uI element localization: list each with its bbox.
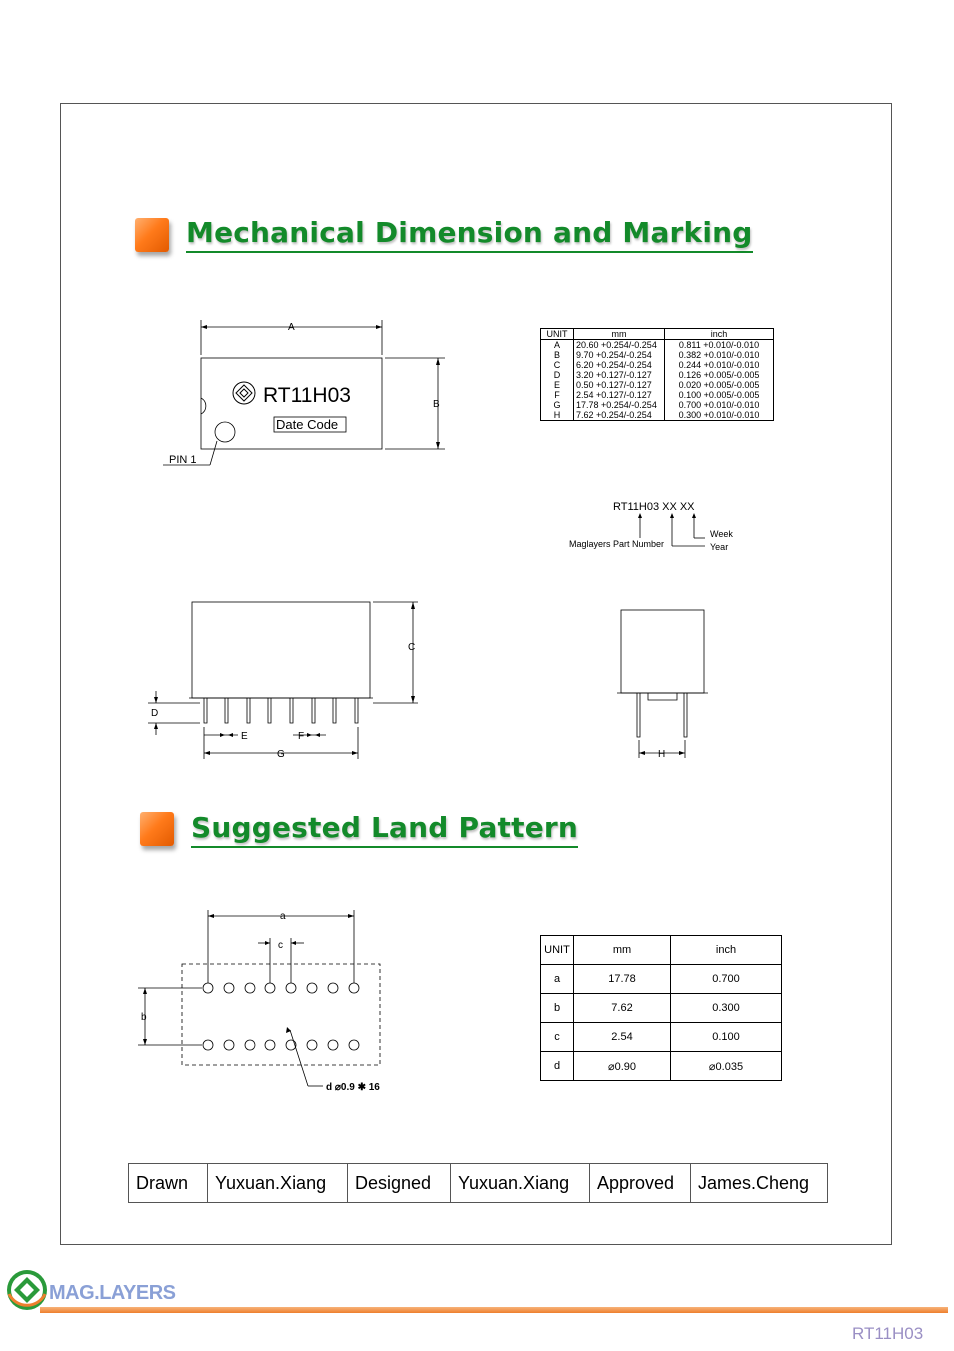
land-label-c: c (278, 940, 283, 951)
dim-label-c: C (408, 642, 416, 653)
designed-by: Yuxuan.Xiang (451, 1164, 590, 1203)
table-row: D 3.20 +0.127/-0.127 0.126 +0.005/-0.005 (541, 370, 774, 380)
land-pattern-section-title: Suggested Land Pattern (191, 811, 578, 848)
model-marking: RT11H03 (263, 384, 351, 407)
dim-label-e: E (241, 731, 248, 742)
table-row: a 17.78 0.700 (541, 965, 782, 994)
table-row: G 17.78 +0.254/-0.254 0.700 +0.010/-0.010 (541, 400, 774, 410)
mechanical-section-title: Mechanical Dimension and Marking (186, 216, 753, 253)
footer-model: RT11H03 (852, 1324, 924, 1343)
signoff-row (129, 1164, 828, 1203)
land-label-b: b (141, 1012, 147, 1023)
table-row: d ⌀0.90 ⌀0.035 (541, 1052, 782, 1081)
table-row: b 7.62 0.300 (541, 994, 782, 1023)
pin1-label: PIN 1 (169, 454, 197, 466)
table-row: C 6.20 +0.254/-0.254 0.244 +0.010/-0.010 (541, 360, 774, 370)
top-view-drawing (155, 315, 455, 475)
date-code-label: Date Code (276, 417, 339, 432)
table-row: c 2.54 0.100 (541, 1023, 782, 1052)
marking-week-label: Week (710, 529, 733, 539)
dim-label-b: B (433, 399, 440, 410)
section-marker-icon (140, 812, 174, 846)
approved-label: Approved (590, 1164, 691, 1203)
section-marker-icon (135, 218, 169, 252)
table-row: B 9.70 +0.254/-0.254 0.382 +0.010/-0.010 (541, 350, 774, 360)
logo-diamond-icon (233, 382, 255, 404)
table-row: E 0.50 +0.127/-0.127 0.020 +0.005/-0.005 (541, 380, 774, 390)
land-label-a: a (280, 911, 286, 922)
table-header-row: UNIT mm inch (541, 936, 782, 965)
dim-label-d: D (151, 708, 159, 719)
approved-by: James.Cheng (691, 1164, 828, 1203)
designed-label: Designed (348, 1164, 451, 1203)
brand-name: MAG.LAYERS (49, 1282, 176, 1304)
footer-divider (40, 1307, 948, 1313)
pad-diameter-note: d ⌀0.9 ✱ 16 (326, 1082, 380, 1093)
dim-label-h: H (658, 749, 666, 760)
marking-code-text: RT11H03 XX XX (613, 501, 695, 513)
drawn-by: Yuxuan.Xiang (208, 1164, 348, 1203)
dim-label-a: A (288, 322, 295, 333)
land-pattern-drawing (130, 905, 410, 1100)
marking-code-diagram (560, 495, 760, 557)
table-row: A 20.60 +0.254/-0.254 0.811 +0.010/-0.010 (541, 340, 774, 351)
land-pattern-table (540, 935, 782, 1081)
side-view-drawing (140, 595, 440, 765)
drawn-label: Drawn (129, 1164, 208, 1203)
table-row: H 7.62 +0.254/-0.254 0.300 +0.010/-0.010 (541, 410, 774, 421)
dimension-table (540, 328, 774, 421)
end-view-drawing (605, 600, 725, 770)
marking-year-label: Year (710, 542, 729, 552)
dim-label-f: F (298, 731, 305, 742)
table-row: F 2.54 +0.127/-0.127 0.100 +0.005/-0.005 (541, 390, 774, 400)
dim-label-g: G (277, 749, 285, 760)
marking-part-label: Maglayers Part Number (569, 539, 665, 549)
table-header-row: UNIT mm inch (541, 329, 774, 340)
signoff-table (128, 1163, 828, 1203)
maglayers-logo-icon (5, 1268, 49, 1312)
